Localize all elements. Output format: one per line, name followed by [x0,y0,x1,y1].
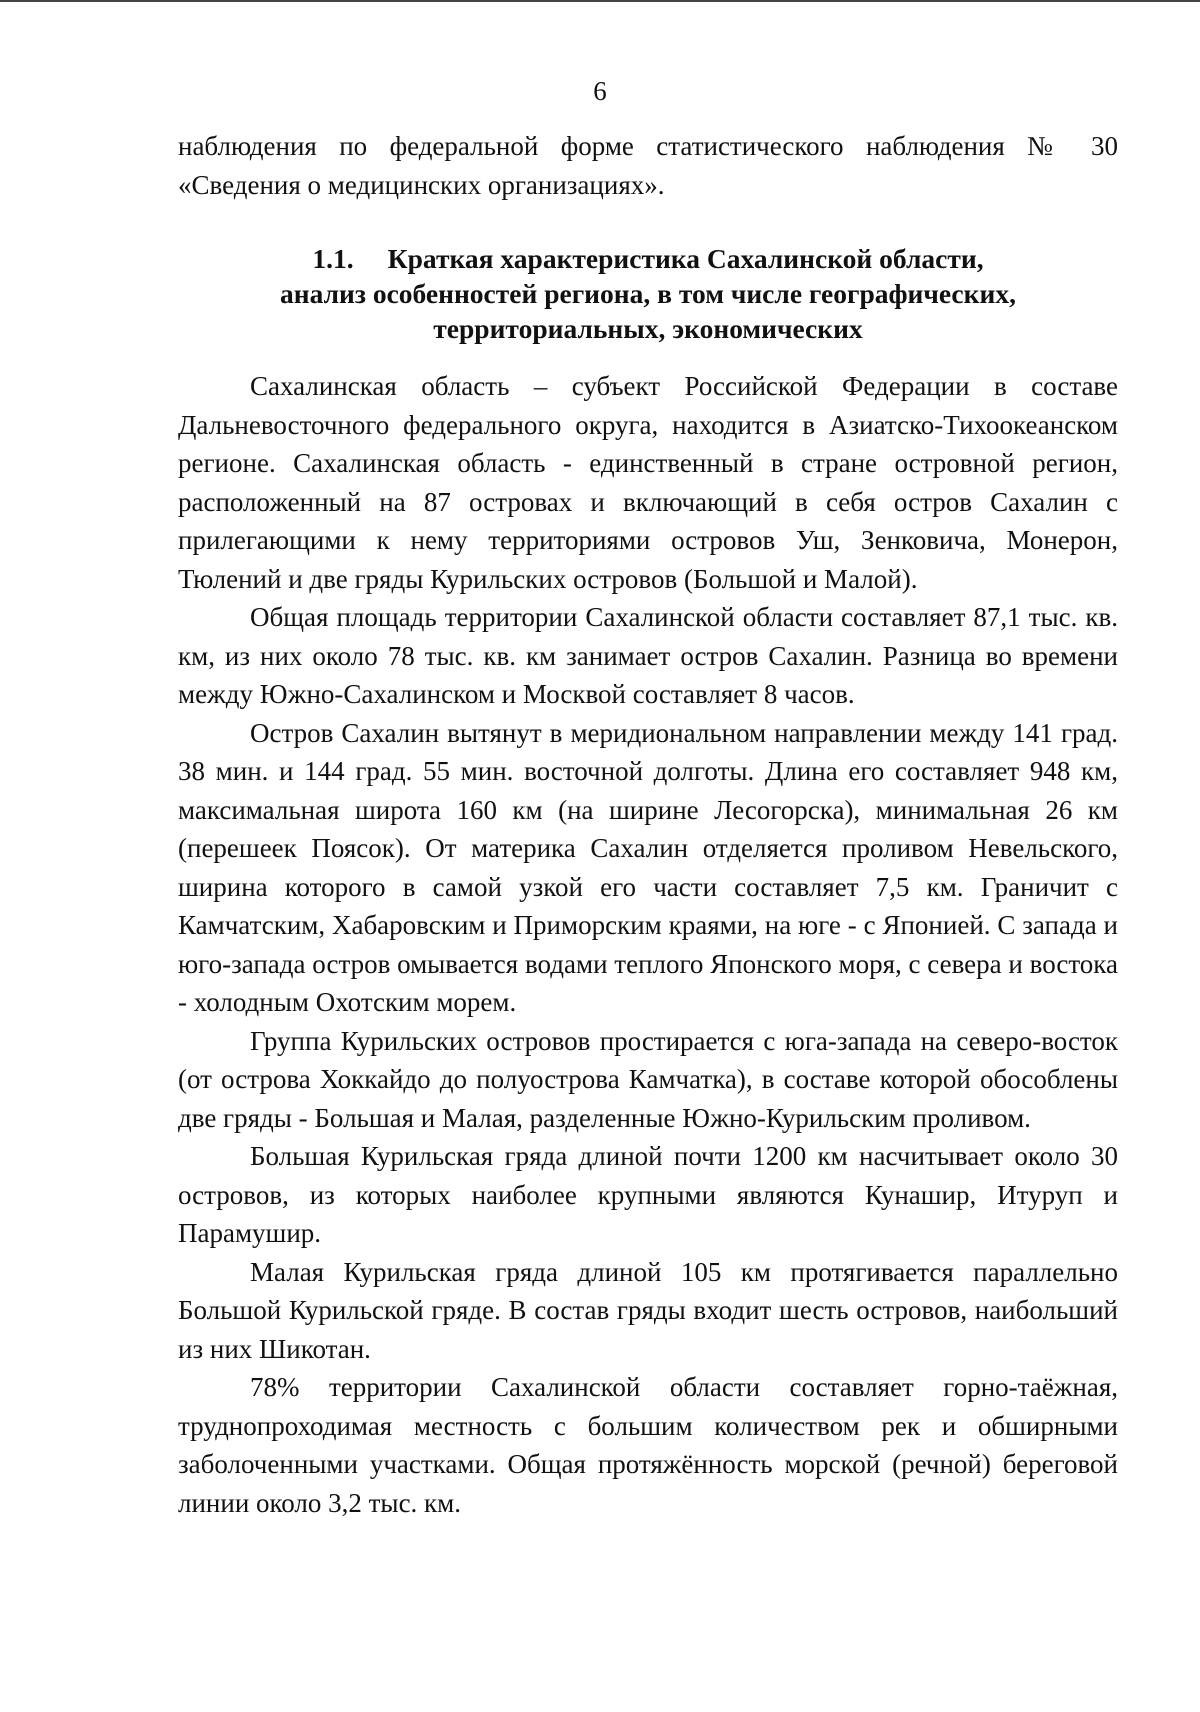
page-number: 6 [593,76,607,106]
heading-line: анализ особенностей региона, в том числе географических, [280,278,1016,309]
paragraph: Остров Сахалин вытянут в меридиональном направлении между 141 град. 38 мин. и 144 град. 55 мин. восточной долготы. Длина его составляет 948 км, максимальная широта 160 км (на ширине Лесогорска), минимальная 26 км (перешеек Поясок). От материка Сахалин отделяется проливом Невельского, ширина которого в самой узкой его части составляет 7,5 км. Граничит с Камчатским, Хабаровским и Приморским краями, на юге - с Японией. С запада и юго-запада остров омывается водами теплого Японского моря, с севера и востока - холодным Охотским морем. [178,717,1118,1017]
paragraph: Группа Курильских островов простирается с юга-запада на северо-восток (от острова Хоккайдо до полуострова Камчатка), в составе которой обособлены две гряды - Большая и Малая, разделенные Южно-Курильским проливом. [178,1025,1118,1133]
intro-text [178,127,1118,204]
section-heading [178,241,1118,346]
heading-line [178,241,1118,276]
section-number: 1.1. [312,243,354,274]
scan-top-edge [0,0,1200,2]
intro-line: наблюдения по федеральной форме статистического наблюдения № 30 [178,131,1118,161]
paragraph: 78% территории Сахалинской области составляет горно-таёжная, труднопроходимая местность с большим количеством рек и обширными заболоченными участками. Общая протяжённость морской (речной) береговой линии около 3,2 тыс. км. [178,1372,1118,1518]
heading-text: Краткая характеристика Сахалинской области, [387,243,984,274]
paragraph: Общая площадь территории Сахалинской области составляет 87,1 тыс. кв. км, из них около 78 тыс. кв. км занимает остров Сахалин. Разница во времени между Южно-Сахалинском и Москвой составляет 8 часов. [178,602,1118,709]
intro-line: «Сведения о медицинских организациях». [178,169,665,200]
paragraph: Большая Курильская гряда длиной почти 1200 км насчитывает около 30 островов, из которых наиболее крупными являются Кунашир, Итуруп и Парамушир. [178,1141,1118,1248]
paragraph: Малая Курильская гряда длиной 105 км протягивается параллельно Большой Курильской гряде. В состав гряды входит шесть островов, наибольший из них Шикотан. [178,1256,1118,1364]
paragraph: Сахалинская область – субъект Российской Федерации в составе Дальневосточного федерального округа, находится в Азиатско-Тихоокеанском регионе. Сахалинская область - единственный в стране островной регион, расположенный на 87 островах и включающий в себя остров Сахалин с прилегающими к нему территориями островов Уш, Зенковича, Монерон, Тюлений и две гряды Курильских островов (Большой и Малой). [178,371,1118,594]
body-text [178,367,1118,1522]
heading-line: территориальных, экономических [433,313,863,344]
